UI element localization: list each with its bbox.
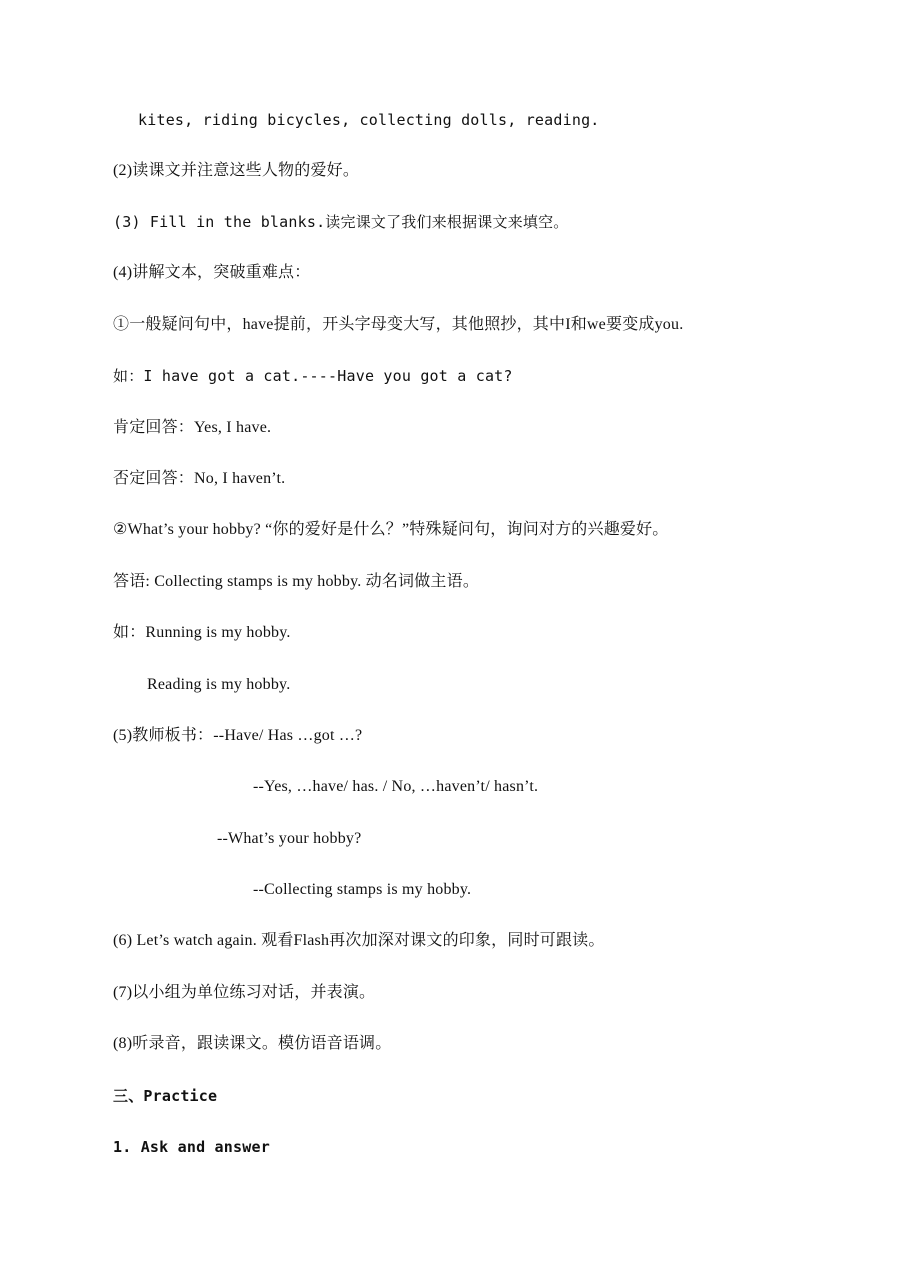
- text-line-step-7: (7)以小组为单位练习对话，并表演。: [113, 984, 376, 1001]
- text-line-step-4: (4)讲解文本，突破重难点：: [113, 264, 311, 281]
- text-line-example-reading: Reading is my hobby.: [147, 676, 291, 693]
- text-line-negative-answer: 否定回答：No, I haven’t.: [113, 470, 286, 487]
- section-heading-practice: 三、Practice: [113, 1087, 218, 1105]
- text-line-hobbies-list: kites, riding bicycles, collecting dolls, reading.: [138, 111, 600, 129]
- text-line-example-running: 如：Running is my hobby.: [113, 624, 291, 641]
- text-line-example-question: 如：I have got a cat.----Have you got a cat?: [113, 367, 513, 385]
- text-line-step-3: (3) Fill in the blanks.读完课文了我们来根据课文来填空。: [113, 213, 569, 231]
- text-line-step-5-board: (5)教师板书：--Have/ Has …got …?: [113, 727, 363, 744]
- text-line-step-6: (6) Let’s watch again. 观看Flash再次加深对课文的印象，同时可跟读。: [113, 932, 605, 949]
- text-line-point-2: ②What’s your hobby? “你的爱好是什么？”特殊疑问句，询问对方的兴趣爱好。: [113, 521, 669, 538]
- text-line-board-answer: --Yes, …have/ has. / No, …haven’t/ hasn’t.: [253, 778, 539, 795]
- sub-heading-ask-and-answer: 1. Ask and answer: [113, 1138, 270, 1156]
- text-line-step-2: (2)读课文并注意这些人物的爱好。: [113, 162, 360, 179]
- text-line-answer: 答语: Collecting stamps is my hobby. 动名词做主语。: [113, 573, 480, 590]
- text-line-step-8: (8)听录音，跟读课文。模仿语音语调。: [113, 1035, 392, 1052]
- text-line-positive-answer: 肯定回答：Yes, I have.: [113, 419, 272, 436]
- text-line-point-1: ①一般疑问句中，have提前，开头字母变大写，其他照抄，其中I和we要变成you.: [113, 316, 684, 333]
- text-line-board-reply: --Collecting stamps is my hobby.: [253, 881, 472, 898]
- text-line-board-question: --What’s your hobby?: [217, 830, 362, 847]
